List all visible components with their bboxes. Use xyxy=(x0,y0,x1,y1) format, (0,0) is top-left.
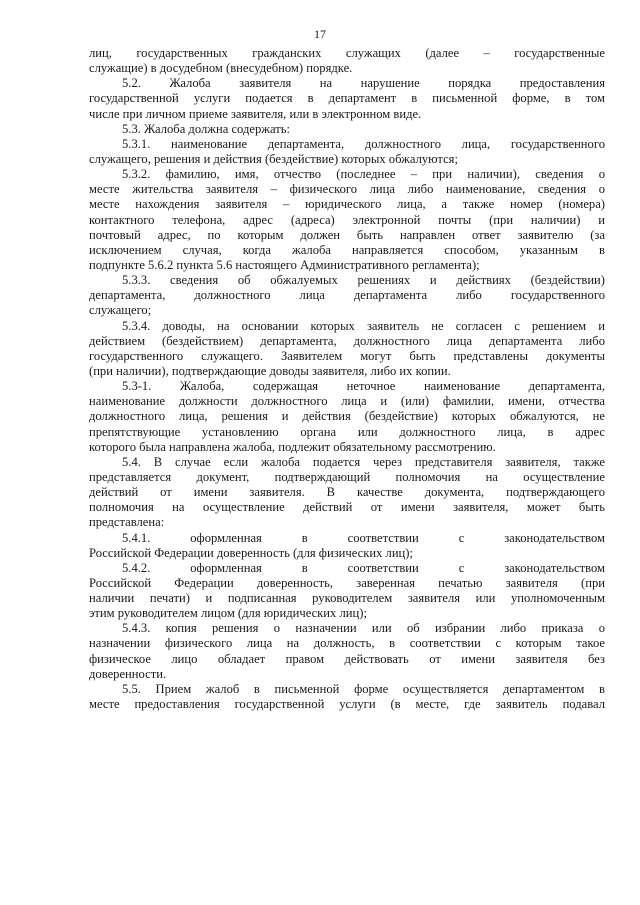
text-line: представляется документ, подтверждающий полномочия на осуществление xyxy=(89,469,605,484)
text-line: которого была направлена жалоба, подлежит обязательному рассмотрению. xyxy=(89,439,496,454)
text-line: 5.3.4. доводы, на основании которых заявитель не согласен с решением и xyxy=(122,318,605,333)
text-line: числе при личном приеме заявителя, или в электронном виде. xyxy=(89,106,422,121)
text-line: 5.3. Жалоба должна содержать: xyxy=(122,121,290,136)
text-line: физическое лицо обладает правом действовать от имени заявителя без xyxy=(89,651,605,666)
text-line: 5.4.1. оформленная в соответствии с законодательством xyxy=(122,530,605,545)
text-line: служащие) в досудебном (внесудебном) порядке. xyxy=(89,61,353,76)
text-line: месте предоставления государственной услуги (в месте, где заявитель подавал xyxy=(89,697,605,712)
text-line: назначении физического лица на должность, в соответствии с которым такое xyxy=(89,636,605,651)
text-line: 5.3-1. Жалоба, содержащая неточное наименование департамента, xyxy=(122,379,605,394)
text-line: (при наличии), подтверждающие доводы заявителя, либо их копии. xyxy=(89,363,451,378)
text-line: месте жительства заявителя – физического лица либо наименование, сведения о xyxy=(89,182,605,197)
text-line: 5.3.1. наименование департамента, должностного лица, государственного xyxy=(122,136,605,151)
text-line: подпункте 5.6.2 пункта 5.6 настоящего Административного регламента); xyxy=(89,257,480,272)
text-line: 5.3.2. фамилию, имя, отчество (последнее – при наличии), сведения о xyxy=(122,167,605,182)
text-line: действием (бездействием) департамента, должностного лица департамента либо xyxy=(89,333,605,348)
text-line: исключением случая, когда жалоба направляется способом, указанным в xyxy=(89,242,605,257)
text-line: 5.3.3. сведения об обжалуемых решениях и действиях (бездействии) xyxy=(122,273,605,288)
text-line: доверенности. xyxy=(89,666,167,681)
document-body xyxy=(89,46,605,712)
text-line: препятствующие установлению органа или должностного лица, в адрес xyxy=(89,424,605,439)
text-line: служащего; xyxy=(89,303,152,318)
text-line: государственной услуги подается в департамент в письменной форме, в том xyxy=(89,91,605,106)
text-line: действий от имени заявителя. В качестве документа, подтверждающего xyxy=(89,485,605,500)
text-line: полномочия на осуществление действий от имени заявителя, может быть xyxy=(89,500,605,515)
text-line: лиц, государственных гражданских служащих (далее – государственные xyxy=(89,46,605,60)
text-line: контактного телефона, адрес (адреса) электронной почты (при наличии) и xyxy=(89,212,605,227)
text-line: Российской Федерации доверенность, заверенная печатью заявителя (при xyxy=(89,575,605,590)
text-line: этим руководителем лицом (для юридических лиц); xyxy=(89,606,367,621)
text-line: государственного служащего. Заявителем могут быть представлены документы xyxy=(89,348,605,363)
text-line: 5.5. Прием жалоб в письменной форме осуществляется департаментом в xyxy=(122,681,605,696)
text-line: департамента, должностного лица департамента либо государственного xyxy=(89,288,605,303)
text-line: почтовый адрес, по которым должен быть направлен ответ заявителю (за xyxy=(89,227,605,242)
text-line: Российской Федерации доверенность (для физических лиц); xyxy=(89,545,413,560)
text-line: 5.2. Жалоба заявителя на нарушение порядка предоставления xyxy=(122,76,605,91)
text-line: должностного лица, решения и действия (бездействие) которых обжалуются, не xyxy=(89,409,605,424)
page-number: 17 xyxy=(314,27,326,41)
text-line: месте нахождения заявителя – юридического лица, а также номер (номера) xyxy=(89,197,605,212)
text-line: 5.4.3. копия решения о назначении или об избрании либо приказа о xyxy=(122,621,605,636)
text-line: наличии печати) и подписанная руководителем заявителя или уполномоченным xyxy=(89,591,605,606)
text-line: 5.4.2. оформленная в соответствии с законодательством xyxy=(122,560,605,575)
text-line: 5.4. В случае если жалоба подается через представителя заявителя, также xyxy=(122,454,605,469)
text-line: наименование должности должностного лица и (или) фамилии, имени, отчества xyxy=(89,394,605,409)
text-line: служащего, решения и действия (бездействие) которых обжалуются; xyxy=(89,151,458,166)
text-line: представлена: xyxy=(89,515,165,530)
